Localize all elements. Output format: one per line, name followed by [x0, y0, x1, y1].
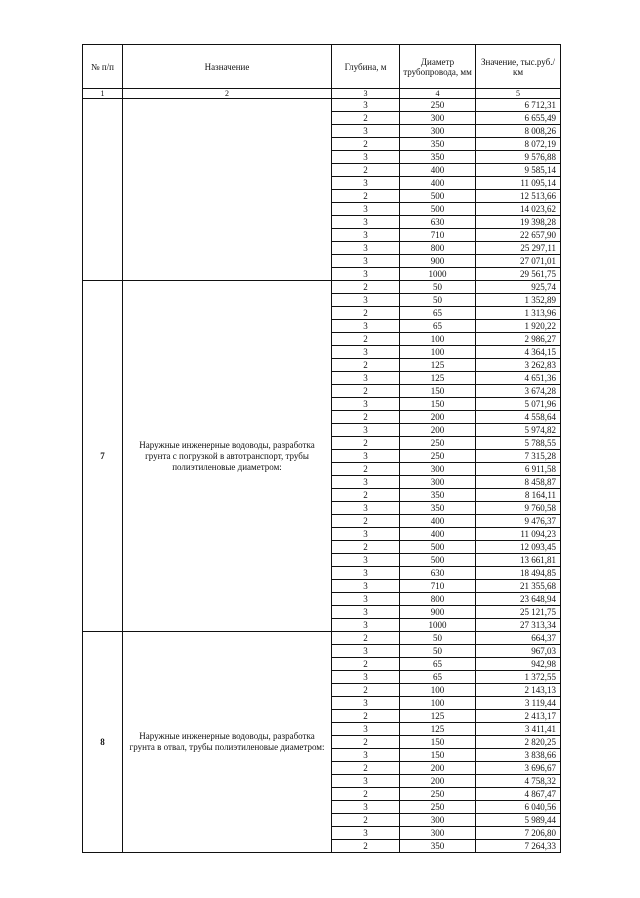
depth-cell: 3 [332, 242, 400, 255]
diameter-cell: 150 [400, 749, 476, 762]
value-cell: 11 095,14 [476, 177, 561, 190]
depth-cell: 2 [332, 762, 400, 775]
section-number [83, 99, 123, 281]
value-cell: 8 072,19 [476, 138, 561, 151]
diameter-cell: 50 [400, 645, 476, 658]
value-cell: 2 986,27 [476, 333, 561, 346]
diameter-cell: 50 [400, 281, 476, 294]
value-cell: 25 121,75 [476, 606, 561, 619]
value-cell: 3 119,44 [476, 697, 561, 710]
value-cell: 7 264,33 [476, 840, 561, 853]
depth-cell: 2 [332, 190, 400, 203]
depth-cell: 3 [332, 177, 400, 190]
depth-cell: 3 [332, 424, 400, 437]
value-cell: 12 513,66 [476, 190, 561, 203]
depth-cell: 3 [332, 502, 400, 515]
value-cell: 925,74 [476, 281, 561, 294]
diameter-cell: 150 [400, 398, 476, 411]
value-cell: 967,03 [476, 645, 561, 658]
depth-cell: 3 [332, 125, 400, 138]
depth-cell: 3 [332, 554, 400, 567]
value-cell: 4 758,32 [476, 775, 561, 788]
diameter-cell: 350 [400, 502, 476, 515]
depth-cell: 3 [332, 671, 400, 684]
diameter-cell: 125 [400, 723, 476, 736]
diameter-cell: 125 [400, 359, 476, 372]
value-cell: 1 352,89 [476, 294, 561, 307]
diameter-cell: 400 [400, 164, 476, 177]
diameter-cell: 300 [400, 463, 476, 476]
depth-cell: 2 [332, 684, 400, 697]
diameter-cell: 100 [400, 684, 476, 697]
depth-cell: 2 [332, 658, 400, 671]
value-cell: 21 355,68 [476, 580, 561, 593]
diameter-cell: 710 [400, 229, 476, 242]
diameter-cell: 400 [400, 528, 476, 541]
diameter-cell: 500 [400, 203, 476, 216]
value-cell: 664,37 [476, 632, 561, 645]
value-cell: 27 313,34 [476, 619, 561, 632]
table-row [83, 281, 561, 294]
depth-cell: 3 [332, 151, 400, 164]
depth-cell: 2 [332, 437, 400, 450]
depth-cell: 2 [332, 385, 400, 398]
value-cell: 3 838,66 [476, 749, 561, 762]
table-row [83, 99, 561, 112]
section-description: Наружные инженерные водоводы, разработка грунта с погрузкой в автотранспорт, трубы полиэтиленовые диаметром: [123, 281, 332, 632]
diameter-cell: 900 [400, 606, 476, 619]
diameter-cell: 150 [400, 736, 476, 749]
value-cell: 5 974,82 [476, 424, 561, 437]
value-cell: 7 206,80 [476, 827, 561, 840]
depth-cell: 3 [332, 450, 400, 463]
depth-cell: 2 [332, 463, 400, 476]
depth-cell: 2 [332, 359, 400, 372]
diameter-cell: 250 [400, 801, 476, 814]
diameter-cell: 50 [400, 632, 476, 645]
diameter-cell: 65 [400, 320, 476, 333]
diameter-cell: 900 [400, 255, 476, 268]
diameter-cell: 1000 [400, 268, 476, 281]
value-cell: 9 585,14 [476, 164, 561, 177]
value-cell: 1 372,55 [476, 671, 561, 684]
value-cell: 11 094,23 [476, 528, 561, 541]
value-cell: 5 071,96 [476, 398, 561, 411]
value-cell: 2 413,17 [476, 710, 561, 723]
depth-cell: 3 [332, 580, 400, 593]
value-cell: 8 008,26 [476, 125, 561, 138]
diameter-cell: 500 [400, 554, 476, 567]
value-cell: 12 093,45 [476, 541, 561, 554]
value-cell: 2 143,13 [476, 684, 561, 697]
depth-cell: 3 [332, 775, 400, 788]
table-header [83, 45, 561, 99]
diameter-cell: 800 [400, 242, 476, 255]
value-cell: 18 494,85 [476, 567, 561, 580]
value-cell: 942,98 [476, 658, 561, 671]
depth-cell: 2 [332, 788, 400, 801]
diameter-cell: 100 [400, 346, 476, 359]
diameter-cell: 50 [400, 294, 476, 307]
depth-cell: 2 [332, 333, 400, 346]
diameter-cell: 65 [400, 658, 476, 671]
depth-cell: 3 [332, 255, 400, 268]
value-cell: 29 561,75 [476, 268, 561, 281]
diameter-cell: 800 [400, 593, 476, 606]
value-cell: 27 071,01 [476, 255, 561, 268]
table-body [83, 99, 561, 853]
diameter-cell: 300 [400, 814, 476, 827]
diameter-cell: 250 [400, 99, 476, 112]
depth-cell: 3 [332, 619, 400, 632]
depth-cell: 3 [332, 372, 400, 385]
depth-cell: 3 [332, 567, 400, 580]
diameter-cell: 1000 [400, 619, 476, 632]
diameter-cell: 300 [400, 112, 476, 125]
value-cell: 4 867,47 [476, 788, 561, 801]
column-number: 5 [476, 89, 561, 99]
column-number: 3 [332, 89, 400, 99]
value-cell: 8 458,87 [476, 476, 561, 489]
value-cell: 3 411,41 [476, 723, 561, 736]
depth-cell: 3 [332, 203, 400, 216]
depth-cell: 3 [332, 294, 400, 307]
diameter-cell: 65 [400, 307, 476, 320]
diameter-cell: 350 [400, 489, 476, 502]
depth-cell: 3 [332, 320, 400, 333]
depth-cell: 3 [332, 99, 400, 112]
depth-cell: 3 [332, 216, 400, 229]
value-cell: 6 655,49 [476, 112, 561, 125]
depth-cell: 2 [332, 411, 400, 424]
depth-cell: 3 [332, 398, 400, 411]
column-number: 4 [400, 89, 476, 99]
value-cell: 5 989,44 [476, 814, 561, 827]
diameter-cell: 300 [400, 827, 476, 840]
value-cell: 6 911,58 [476, 463, 561, 476]
diameter-cell: 350 [400, 151, 476, 164]
column-number-row [83, 89, 561, 99]
depth-cell: 3 [332, 593, 400, 606]
diameter-cell: 250 [400, 437, 476, 450]
diameter-cell: 125 [400, 372, 476, 385]
header-value: Значение, тыс.руб./км [476, 45, 561, 89]
header-purpose: Назначение [123, 45, 332, 89]
diameter-cell: 400 [400, 177, 476, 190]
value-cell: 2 820,25 [476, 736, 561, 749]
value-cell: 25 297,11 [476, 242, 561, 255]
depth-cell: 3 [332, 528, 400, 541]
diameter-cell: 250 [400, 788, 476, 801]
depth-cell: 2 [332, 814, 400, 827]
table-row [83, 632, 561, 645]
value-cell: 1 313,96 [476, 307, 561, 320]
diameter-cell: 300 [400, 125, 476, 138]
value-cell: 14 023,62 [476, 203, 561, 216]
depth-cell: 3 [332, 697, 400, 710]
depth-cell: 3 [332, 268, 400, 281]
depth-cell: 3 [332, 645, 400, 658]
depth-cell: 3 [332, 346, 400, 359]
depth-cell: 3 [332, 476, 400, 489]
value-cell: 4 364,15 [476, 346, 561, 359]
value-cell: 19 398,28 [476, 216, 561, 229]
depth-cell: 2 [332, 112, 400, 125]
depth-cell: 2 [332, 736, 400, 749]
depth-cell: 2 [332, 307, 400, 320]
diameter-cell: 200 [400, 775, 476, 788]
depth-cell: 3 [332, 827, 400, 840]
diameter-cell: 200 [400, 411, 476, 424]
section-number: 8 [83, 632, 123, 853]
header-number: № п/п [83, 45, 123, 89]
section-number: 7 [83, 281, 123, 632]
value-cell: 5 788,55 [476, 437, 561, 450]
value-cell: 22 657,90 [476, 229, 561, 242]
depth-cell: 2 [332, 541, 400, 554]
diameter-cell: 500 [400, 190, 476, 203]
depth-cell: 2 [332, 840, 400, 853]
diameter-cell: 400 [400, 515, 476, 528]
value-cell: 9 576,88 [476, 151, 561, 164]
value-cell: 9 760,58 [476, 502, 561, 515]
diameter-cell: 500 [400, 541, 476, 554]
value-cell: 4 651,36 [476, 372, 561, 385]
value-cell: 6 040,56 [476, 801, 561, 814]
depth-cell: 2 [332, 138, 400, 151]
value-cell: 3 262,83 [476, 359, 561, 372]
value-cell: 4 558,64 [476, 411, 561, 424]
diameter-cell: 200 [400, 424, 476, 437]
diameter-cell: 200 [400, 762, 476, 775]
diameter-cell: 100 [400, 697, 476, 710]
value-cell: 8 164,11 [476, 489, 561, 502]
section-description: Наружные инженерные водоводы, разработка грунта в отвал, трубы полиэтиленовые диаметром: [123, 632, 332, 853]
depth-cell: 2 [332, 710, 400, 723]
depth-cell: 3 [332, 723, 400, 736]
value-cell: 6 712,31 [476, 99, 561, 112]
column-number: 2 [123, 89, 332, 99]
diameter-cell: 630 [400, 216, 476, 229]
depth-cell: 2 [332, 164, 400, 177]
depth-cell: 2 [332, 515, 400, 528]
value-cell: 13 661,81 [476, 554, 561, 567]
diameter-cell: 250 [400, 450, 476, 463]
depth-cell: 2 [332, 632, 400, 645]
value-cell: 7 315,28 [476, 450, 561, 463]
diameter-cell: 350 [400, 138, 476, 151]
depth-cell: 3 [332, 229, 400, 242]
value-cell: 9 476,37 [476, 515, 561, 528]
diameter-cell: 350 [400, 840, 476, 853]
value-cell: 3 674,28 [476, 385, 561, 398]
column-number: 1 [83, 89, 123, 99]
diameter-cell: 65 [400, 671, 476, 684]
depth-cell: 3 [332, 606, 400, 619]
value-cell: 1 920,22 [476, 320, 561, 333]
depth-cell: 2 [332, 489, 400, 502]
depth-cell: 2 [332, 281, 400, 294]
price-table [82, 44, 561, 853]
header-diameter: Диаметр трубопровода, мм [400, 45, 476, 89]
diameter-cell: 630 [400, 567, 476, 580]
value-cell: 3 696,67 [476, 762, 561, 775]
section-description [123, 99, 332, 281]
diameter-cell: 710 [400, 580, 476, 593]
depth-cell: 3 [332, 749, 400, 762]
diameter-cell: 150 [400, 385, 476, 398]
diameter-cell: 125 [400, 710, 476, 723]
value-cell: 23 648,94 [476, 593, 561, 606]
depth-cell: 3 [332, 801, 400, 814]
diameter-cell: 300 [400, 476, 476, 489]
diameter-cell: 100 [400, 333, 476, 346]
header-depth: Глубина, м [332, 45, 400, 89]
